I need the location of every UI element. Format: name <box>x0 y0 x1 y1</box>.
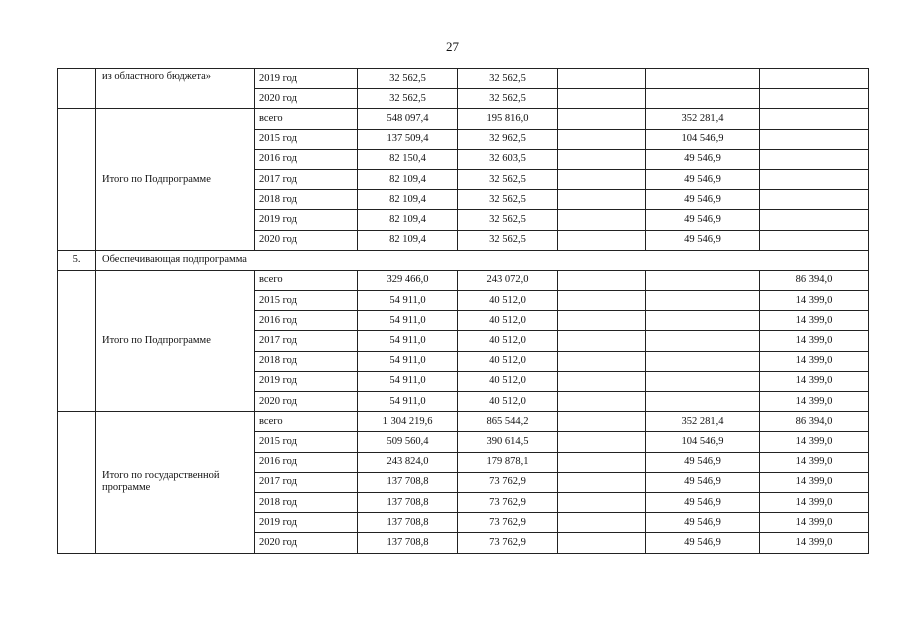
value-total: 54 911,0 <box>358 371 458 391</box>
value-col-3 <box>558 371 646 391</box>
value-col-5: 86 394,0 <box>760 412 869 432</box>
year-cell: 2015 год <box>255 432 358 452</box>
year-cell: 2020 год <box>255 230 358 250</box>
value-col-4: 104 546,9 <box>646 129 760 149</box>
row-number <box>58 69 96 109</box>
value-col-2: 32 562,5 <box>458 230 558 250</box>
value-col-4: 352 281,4 <box>646 109 760 129</box>
year-cell: 2016 год <box>255 452 358 472</box>
value-col-4: 49 546,9 <box>646 513 760 533</box>
year-cell: 2018 год <box>255 492 358 512</box>
value-col-3 <box>558 291 646 311</box>
value-col-4 <box>646 371 760 391</box>
value-total: 54 911,0 <box>358 311 458 331</box>
year-cell: 2018 год <box>255 351 358 371</box>
year-cell: 2020 год <box>255 533 358 553</box>
value-col-3 <box>558 412 646 432</box>
year-cell: 2020 год <box>255 89 358 109</box>
value-total: 1 304 219,6 <box>358 412 458 432</box>
value-total: 32 562,5 <box>358 89 458 109</box>
value-col-4: 49 546,9 <box>646 149 760 169</box>
value-col-3 <box>558 331 646 351</box>
value-col-5: 14 399,0 <box>760 351 869 371</box>
table-row <box>58 69 869 89</box>
value-col-2: 865 544,2 <box>458 412 558 432</box>
year-cell: 2019 год <box>255 513 358 533</box>
row-label: из областного бюджета» <box>96 69 255 109</box>
value-col-3 <box>558 311 646 331</box>
value-col-3 <box>558 89 646 109</box>
row-number <box>58 270 96 411</box>
value-total: 54 911,0 <box>358 351 458 371</box>
value-col-5: 14 399,0 <box>760 371 869 391</box>
value-col-5 <box>760 69 869 89</box>
value-col-5: 14 399,0 <box>760 392 869 412</box>
value-col-4: 49 546,9 <box>646 230 760 250</box>
year-cell: 2019 год <box>255 210 358 230</box>
value-col-5 <box>760 89 869 109</box>
value-col-5 <box>760 230 869 250</box>
value-col-2: 73 762,9 <box>458 472 558 492</box>
value-col-2: 40 512,0 <box>458 311 558 331</box>
value-col-2: 32 562,5 <box>458 210 558 230</box>
value-col-2: 73 762,9 <box>458 513 558 533</box>
value-total: 509 560,4 <box>358 432 458 452</box>
value-col-5: 86 394,0 <box>760 270 869 290</box>
section-title: Обеспечивающая подпрограмма <box>96 250 869 270</box>
value-col-3 <box>558 351 646 371</box>
value-col-5 <box>760 129 869 149</box>
value-total: 82 109,4 <box>358 230 458 250</box>
value-total: 82 150,4 <box>358 149 458 169</box>
table-row <box>58 412 869 432</box>
value-col-5: 14 399,0 <box>760 513 869 533</box>
value-col-4 <box>646 69 760 89</box>
value-col-4 <box>646 351 760 371</box>
value-total: 137 708,8 <box>358 492 458 512</box>
year-cell: 2016 год <box>255 311 358 331</box>
value-col-3 <box>558 69 646 89</box>
value-col-4: 49 546,9 <box>646 190 760 210</box>
year-cell: 2018 год <box>255 190 358 210</box>
value-total: 137 708,8 <box>358 472 458 492</box>
value-col-2: 32 562,5 <box>458 169 558 189</box>
value-col-2: 179 878,1 <box>458 452 558 472</box>
value-col-5: 14 399,0 <box>760 291 869 311</box>
value-col-2: 40 512,0 <box>458 351 558 371</box>
value-total: 329 466,0 <box>358 270 458 290</box>
value-total: 54 911,0 <box>358 392 458 412</box>
value-col-3 <box>558 392 646 412</box>
value-total: 54 911,0 <box>358 291 458 311</box>
year-cell: 2020 год <box>255 392 358 412</box>
value-col-4 <box>646 291 760 311</box>
value-col-2: 195 816,0 <box>458 109 558 129</box>
value-col-4: 49 546,9 <box>646 533 760 553</box>
value-col-3 <box>558 452 646 472</box>
value-col-3 <box>558 270 646 290</box>
value-total: 243 824,0 <box>358 452 458 472</box>
year-cell: 2017 год <box>255 331 358 351</box>
value-col-3 <box>558 230 646 250</box>
value-col-4: 49 546,9 <box>646 472 760 492</box>
value-col-5: 14 399,0 <box>760 533 869 553</box>
value-col-5 <box>760 169 869 189</box>
row-number <box>58 412 96 553</box>
value-col-2: 32 603,5 <box>458 149 558 169</box>
value-col-4: 352 281,4 <box>646 412 760 432</box>
value-col-5: 14 399,0 <box>760 492 869 512</box>
year-cell: всего <box>255 109 358 129</box>
value-col-4: 104 546,9 <box>646 432 760 452</box>
value-col-2: 32 962,5 <box>458 129 558 149</box>
value-col-4: 49 546,9 <box>646 169 760 189</box>
year-cell: всего <box>255 412 358 432</box>
value-col-2: 32 562,5 <box>458 89 558 109</box>
value-col-4 <box>646 270 760 290</box>
year-cell: 2017 год <box>255 472 358 492</box>
value-col-2: 40 512,0 <box>458 392 558 412</box>
value-col-3 <box>558 472 646 492</box>
value-col-2: 390 614,5 <box>458 432 558 452</box>
value-total: 137 708,8 <box>358 533 458 553</box>
year-cell: всего <box>255 270 358 290</box>
value-col-5: 14 399,0 <box>760 472 869 492</box>
section-number: 5. <box>58 250 96 270</box>
value-total: 82 109,4 <box>358 210 458 230</box>
row-label: Итого по Подпрограмме <box>96 270 255 411</box>
value-col-3 <box>558 492 646 512</box>
year-cell: 2015 год <box>255 291 358 311</box>
value-col-5 <box>760 190 869 210</box>
value-col-2: 40 512,0 <box>458 291 558 311</box>
year-cell: 2019 год <box>255 371 358 391</box>
value-col-4 <box>646 311 760 331</box>
value-col-3 <box>558 513 646 533</box>
value-col-5 <box>760 149 869 169</box>
table-row <box>58 109 869 129</box>
year-cell: 2016 год <box>255 149 358 169</box>
value-col-2: 73 762,9 <box>458 492 558 512</box>
value-total: 82 109,4 <box>358 169 458 189</box>
year-cell: 2017 год <box>255 169 358 189</box>
value-total: 137 509,4 <box>358 129 458 149</box>
value-col-5: 14 399,0 <box>760 432 869 452</box>
value-col-2: 40 512,0 <box>458 371 558 391</box>
value-col-2: 32 562,5 <box>458 69 558 89</box>
row-label: Итого по Подпрограмме <box>96 109 255 250</box>
value-col-3 <box>558 129 646 149</box>
budget-table <box>57 68 869 554</box>
value-col-2: 32 562,5 <box>458 190 558 210</box>
year-cell: 2015 год <box>255 129 358 149</box>
table-row <box>58 270 869 290</box>
value-col-2: 73 762,9 <box>458 533 558 553</box>
value-total: 137 708,8 <box>358 513 458 533</box>
value-col-4 <box>646 392 760 412</box>
section-row <box>58 250 869 270</box>
value-col-3 <box>558 109 646 129</box>
value-col-4 <box>646 89 760 109</box>
value-col-2: 243 072,0 <box>458 270 558 290</box>
value-col-5: 14 399,0 <box>760 311 869 331</box>
value-total: 82 109,4 <box>358 190 458 210</box>
value-col-4 <box>646 331 760 351</box>
value-col-3 <box>558 533 646 553</box>
value-col-4: 49 546,9 <box>646 492 760 512</box>
value-col-3 <box>558 190 646 210</box>
value-col-3 <box>558 169 646 189</box>
page-number: 27 <box>446 39 459 54</box>
value-col-5: 14 399,0 <box>760 452 869 472</box>
value-col-4: 49 546,9 <box>646 210 760 230</box>
value-col-5 <box>760 210 869 230</box>
value-col-4: 49 546,9 <box>646 452 760 472</box>
value-total: 32 562,5 <box>358 69 458 89</box>
year-cell: 2019 год <box>255 69 358 89</box>
value-total: 548 097,4 <box>358 109 458 129</box>
row-number <box>58 109 96 250</box>
value-col-3 <box>558 432 646 452</box>
value-col-3 <box>558 210 646 230</box>
value-col-3 <box>558 149 646 169</box>
value-col-5: 14 399,0 <box>760 331 869 351</box>
value-col-5 <box>760 109 869 129</box>
value-total: 54 911,0 <box>358 331 458 351</box>
value-col-2: 40 512,0 <box>458 331 558 351</box>
row-label: Итого по государственной программе <box>96 412 255 553</box>
